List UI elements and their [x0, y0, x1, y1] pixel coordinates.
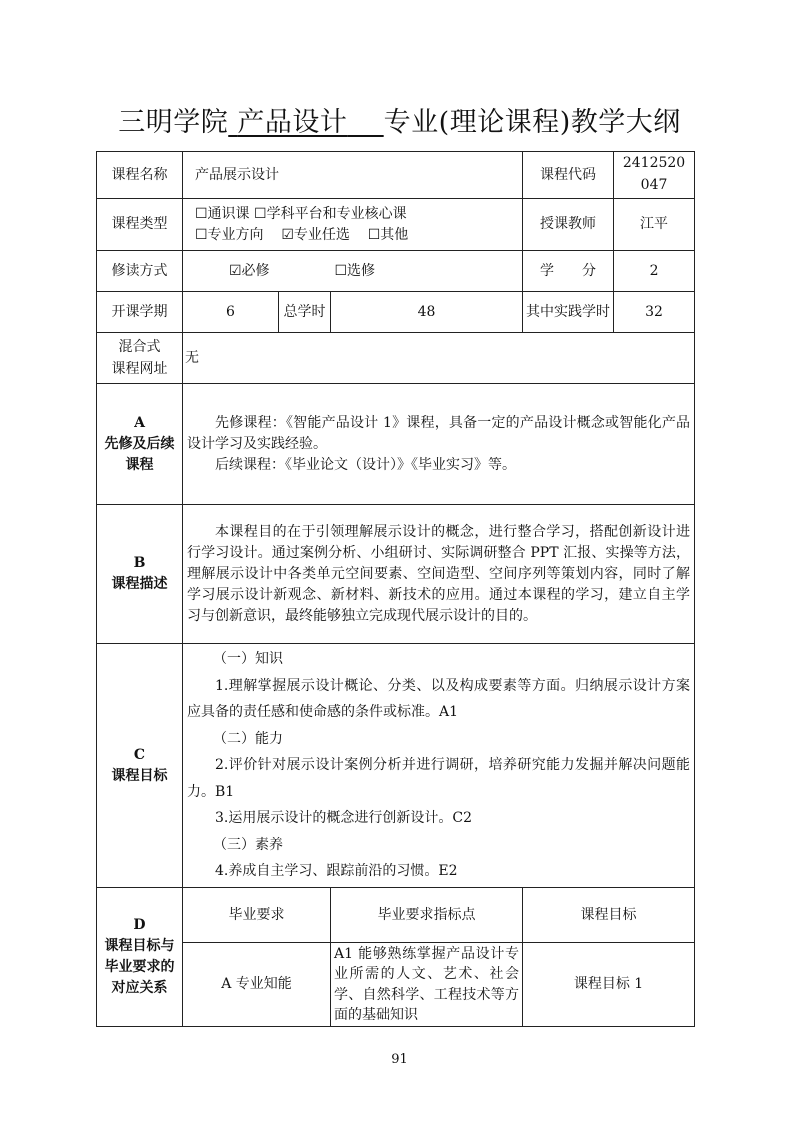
type-option-core[interactable]: ☐学科平台和专业核心课: [254, 205, 407, 222]
row-study-mode: [97, 251, 695, 292]
objective-2: 2.评价针对展示设计案例分析并进行调研，培养研究能力发掘并解决问题能力。B1: [187, 757, 691, 800]
row-course-type: [97, 199, 695, 251]
section-c-label: C 课程目标: [97, 644, 183, 888]
blended-label: 混合式 课程网址: [97, 333, 183, 384]
indicator-cell: A1 能够熟练掌握产品设计专业所需的人文、艺术、社会学、自然科学、工程技术等方面的基础知识: [331, 943, 523, 1027]
title-major: 产品设计: [237, 107, 348, 138]
objective-heading-knowledge: （一）知识: [213, 651, 283, 668]
credit-cell: [523, 251, 695, 292]
credit-label: 学 分: [523, 251, 614, 291]
row-section-b: [97, 505, 695, 644]
course-type-label: 课程类型: [97, 199, 183, 251]
indicator-header: 毕业要求指标点: [331, 888, 523, 943]
section-a-label: A 先修及后续 课程: [97, 384, 183, 505]
graduation-requirement-header: 毕业要求: [183, 888, 331, 943]
course-objective-header: 课程目标: [523, 888, 695, 943]
practice-hours-cell: [523, 292, 695, 333]
type-option-other[interactable]: ☐其他: [367, 226, 409, 243]
row-course-name: [97, 152, 695, 199]
section-b-label: B 课程描述: [97, 505, 183, 644]
page-title: [0, 100, 799, 139]
course-code-cell: [523, 152, 695, 199]
objective-1: 1.理解掌握展示设计概论、分类、以及构成要素等方面。归纳展示设计方案应具备的责任感和使命感的条件或标准。A1: [187, 677, 691, 721]
study-mode-label: 修读方式: [97, 251, 183, 292]
row-semester: [97, 292, 695, 333]
teacher-label: 授课教师: [523, 199, 614, 250]
title-suffix: 专业(理论课程)教学大纲: [383, 107, 681, 138]
semester-label: 开课学期: [97, 292, 183, 333]
followup-text: 后续课程：《毕业论文（设计）》《毕业实习》等。: [215, 456, 516, 473]
practice-hours-value: 32: [645, 303, 663, 320]
objective-3: 3.运用展示设计的概念进行创新设计。C2: [215, 810, 472, 827]
mode-option-required[interactable]: ☑必修: [229, 262, 270, 279]
type-option-general[interactable]: ☐通识课: [195, 205, 250, 222]
course-name-value: 产品展示设计: [183, 152, 523, 199]
study-mode-options: [183, 251, 523, 292]
credit-value: 2: [649, 262, 659, 279]
objective-4: 4.养成自主学习、跟踪前沿的习惯。E2: [215, 863, 458, 880]
section-a-content: [183, 384, 695, 505]
objective-cell: 课程目标 1: [523, 943, 695, 1027]
course-code-label: 课程代码: [523, 152, 614, 198]
row-section-d-mapping: [97, 943, 695, 1027]
semester-value: 6: [183, 292, 279, 333]
teacher-value: 江平: [640, 216, 669, 232]
type-option-direction[interactable]: ☐专业方向: [195, 226, 264, 243]
objective-heading-quality: （三）素养: [213, 836, 283, 853]
course-description-text: 本课程目的在于引领理解展示设计的概念，进行整合学习，搭配创新设计进行学习设计。通过案例分析、小组研讨、实际调研整合 PPT 汇报、实操等方法，理解展示设计中各类单元空间要素、空间造型、空间序列等策划内容，同时了解学习展示设计新观念、新材料、新技术的应用。通过本课程的学习，建立自主学习与创新意识，最终能够独立完成现代展示设计的目的。: [183, 505, 695, 644]
total-hours-value: 48: [331, 292, 523, 333]
prerequisite-text: 先修课程：《智能产品设计 1》课程，具备一定的产品设计概念或智能化产品设计学习及实践经验。: [187, 414, 691, 452]
row-section-a: [97, 384, 695, 505]
teacher-cell: [523, 199, 695, 251]
section-d-label: D 课程目标与 毕业要求的 对应关系: [97, 888, 183, 1027]
total-hours-label: 总学时: [279, 292, 331, 333]
blended-value: 无: [183, 333, 695, 384]
row-section-d-header: [97, 888, 695, 943]
title-prefix: 三明学院: [118, 107, 229, 138]
practice-hours-label: 其中实践学时: [523, 292, 614, 332]
row-blended: [97, 333, 695, 384]
course-code-value: 2412520 047: [622, 155, 686, 193]
requirement-cell: A 专业知能: [183, 943, 331, 1027]
course-objectives: [183, 644, 695, 888]
objective-heading-ability: （二）能力: [213, 730, 283, 747]
row-section-c: [97, 644, 695, 888]
course-type-options: [183, 199, 523, 251]
syllabus-table: [96, 151, 695, 1027]
course-name-label: 课程名称: [97, 152, 183, 199]
mode-option-elective[interactable]: ☐选修: [334, 262, 376, 279]
type-option-elective[interactable]: ☑专业任选: [281, 226, 350, 243]
page-number: 91: [391, 1052, 408, 1067]
